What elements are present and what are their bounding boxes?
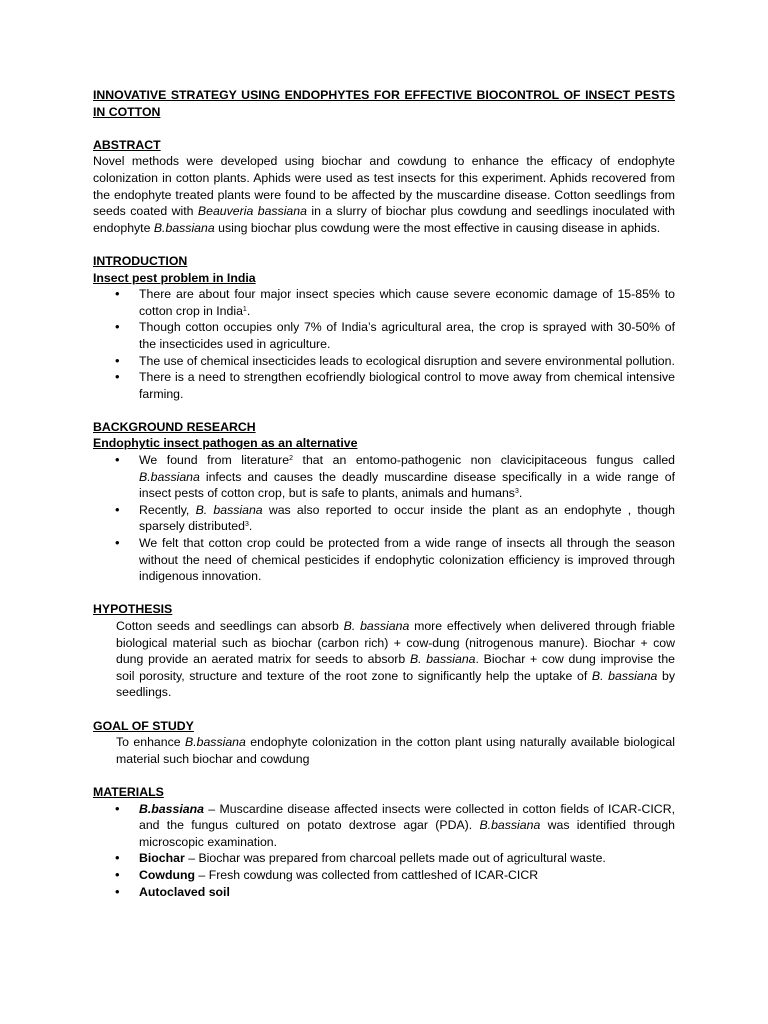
abstract-heading: ABSTRACT — [93, 137, 161, 152]
list-item: • Though cotton occupies only 7% of India’s agricultural area, the crop is sprayed with 30-50% of the insecticides used in agriculture. — [93, 319, 675, 352]
background-bullet-list — [93, 452, 675, 585]
list-item: • We found from literature$^2$ that an entomo-pathogenic non clavicipitaceous fungus called B.bassiana infects and causes the deadly muscardine disease specifically in a wide range of insect pests of cotton crop, but is safe to plants, animals and humans$^3$. — [93, 452, 675, 502]
list-item: • Biochar – Biochar was prepared from charcoal pellets made out of agricultural waste. — [93, 850, 675, 867]
list-item: • Autoclaved soil — [93, 884, 675, 901]
background-heading: BACKGROUND RESEARCH — [93, 419, 256, 434]
goal-paragraph: To enhance B.bassiana endophyte colonization in the cotton plant using naturally available biological material such biochar and cowdung — [116, 735, 675, 766]
list-item: • Cowdung – Fresh cowdung was collected from cattleshed of ICAR-CICR — [93, 867, 675, 884]
list-item: • Recently, B. bassiana was also reported to occur inside the plant as an endophyte , though sparsely distributed$^3$. — [93, 502, 675, 535]
goal-heading: GOAL OF STUDY — [93, 718, 194, 733]
hypothesis-paragraph: Cotton seeds and seedlings can absorb B. bassiana more effectively when delivered through friable biological material such as biochar (carbon rich) + cow-dung (nitrogenous manure). Biochar + cow dung provide an aerated matrix for seeds to absorb B. bassiana. Biochar + cow dung improvise the soil porosity, structure and texture of the root zone to significantly help the uptake of B. bassiana by seedlings. — [116, 619, 676, 700]
introduction-heading: INTRODUCTION — [93, 253, 188, 268]
list-item: • The use of chemical insecticides leads to ecological disruption and severe environmental pollution. — [93, 353, 675, 370]
list-item: • B.bassiana – Muscardine disease affected insects were collected in cotton fields of ICAR-CICR, and the fungus cultured on potato dextrose agar (PDA). B.bassiana was identified through microscopic examination. — [93, 801, 675, 851]
background-subheading: Endophytic insect pathogen as an alternative — [93, 436, 358, 451]
list-item: • There are about four major insect species which cause severe economic damage of 15-85% to cotton crop in India$^1$. — [93, 286, 675, 319]
list-item: • We felt that cotton crop could be protected from a wide range of insects all through the season without the need of chemical pesticides if endophytic colonization efficiency is improved through indigenous innovation. — [93, 535, 675, 585]
list-item: • There is a need to strengthen ecofriendly biological control to move away from chemical intensive farming. — [93, 369, 675, 402]
abstract-paragraph: Novel methods were developed using biochar and cowdung to enhance the efficacy of endophyte colonization in cotton plants. Aphids were used as test insects for this experiment. Aphids recovered from the endophyte treated plants were found to be affected by the muscardine disease. Cotton seedlings from seeds coated with Beauveria bassiana in a slurry of biochar plus cowdung and seedlings inoculated with endophyte B.bassiana using biochar plus cowdung were the most effective in causing disease in aphids. — [93, 154, 676, 235]
introduction-bullet-list — [93, 286, 675, 402]
materials-heading: MATERIALS — [93, 784, 164, 799]
hypothesis-heading: HYPOTHESIS — [93, 602, 173, 617]
document-title: INNOVATIVE STRATEGY USING ENDOPHYTES FOR EFFECTIVE BIOCONTROL OF INSECT PESTS IN COTTON — [93, 88, 675, 119]
materials-bullet-list — [93, 801, 675, 901]
introduction-subheading: Insect pest problem in India — [93, 270, 256, 285]
document-body — [93, 87, 675, 900]
